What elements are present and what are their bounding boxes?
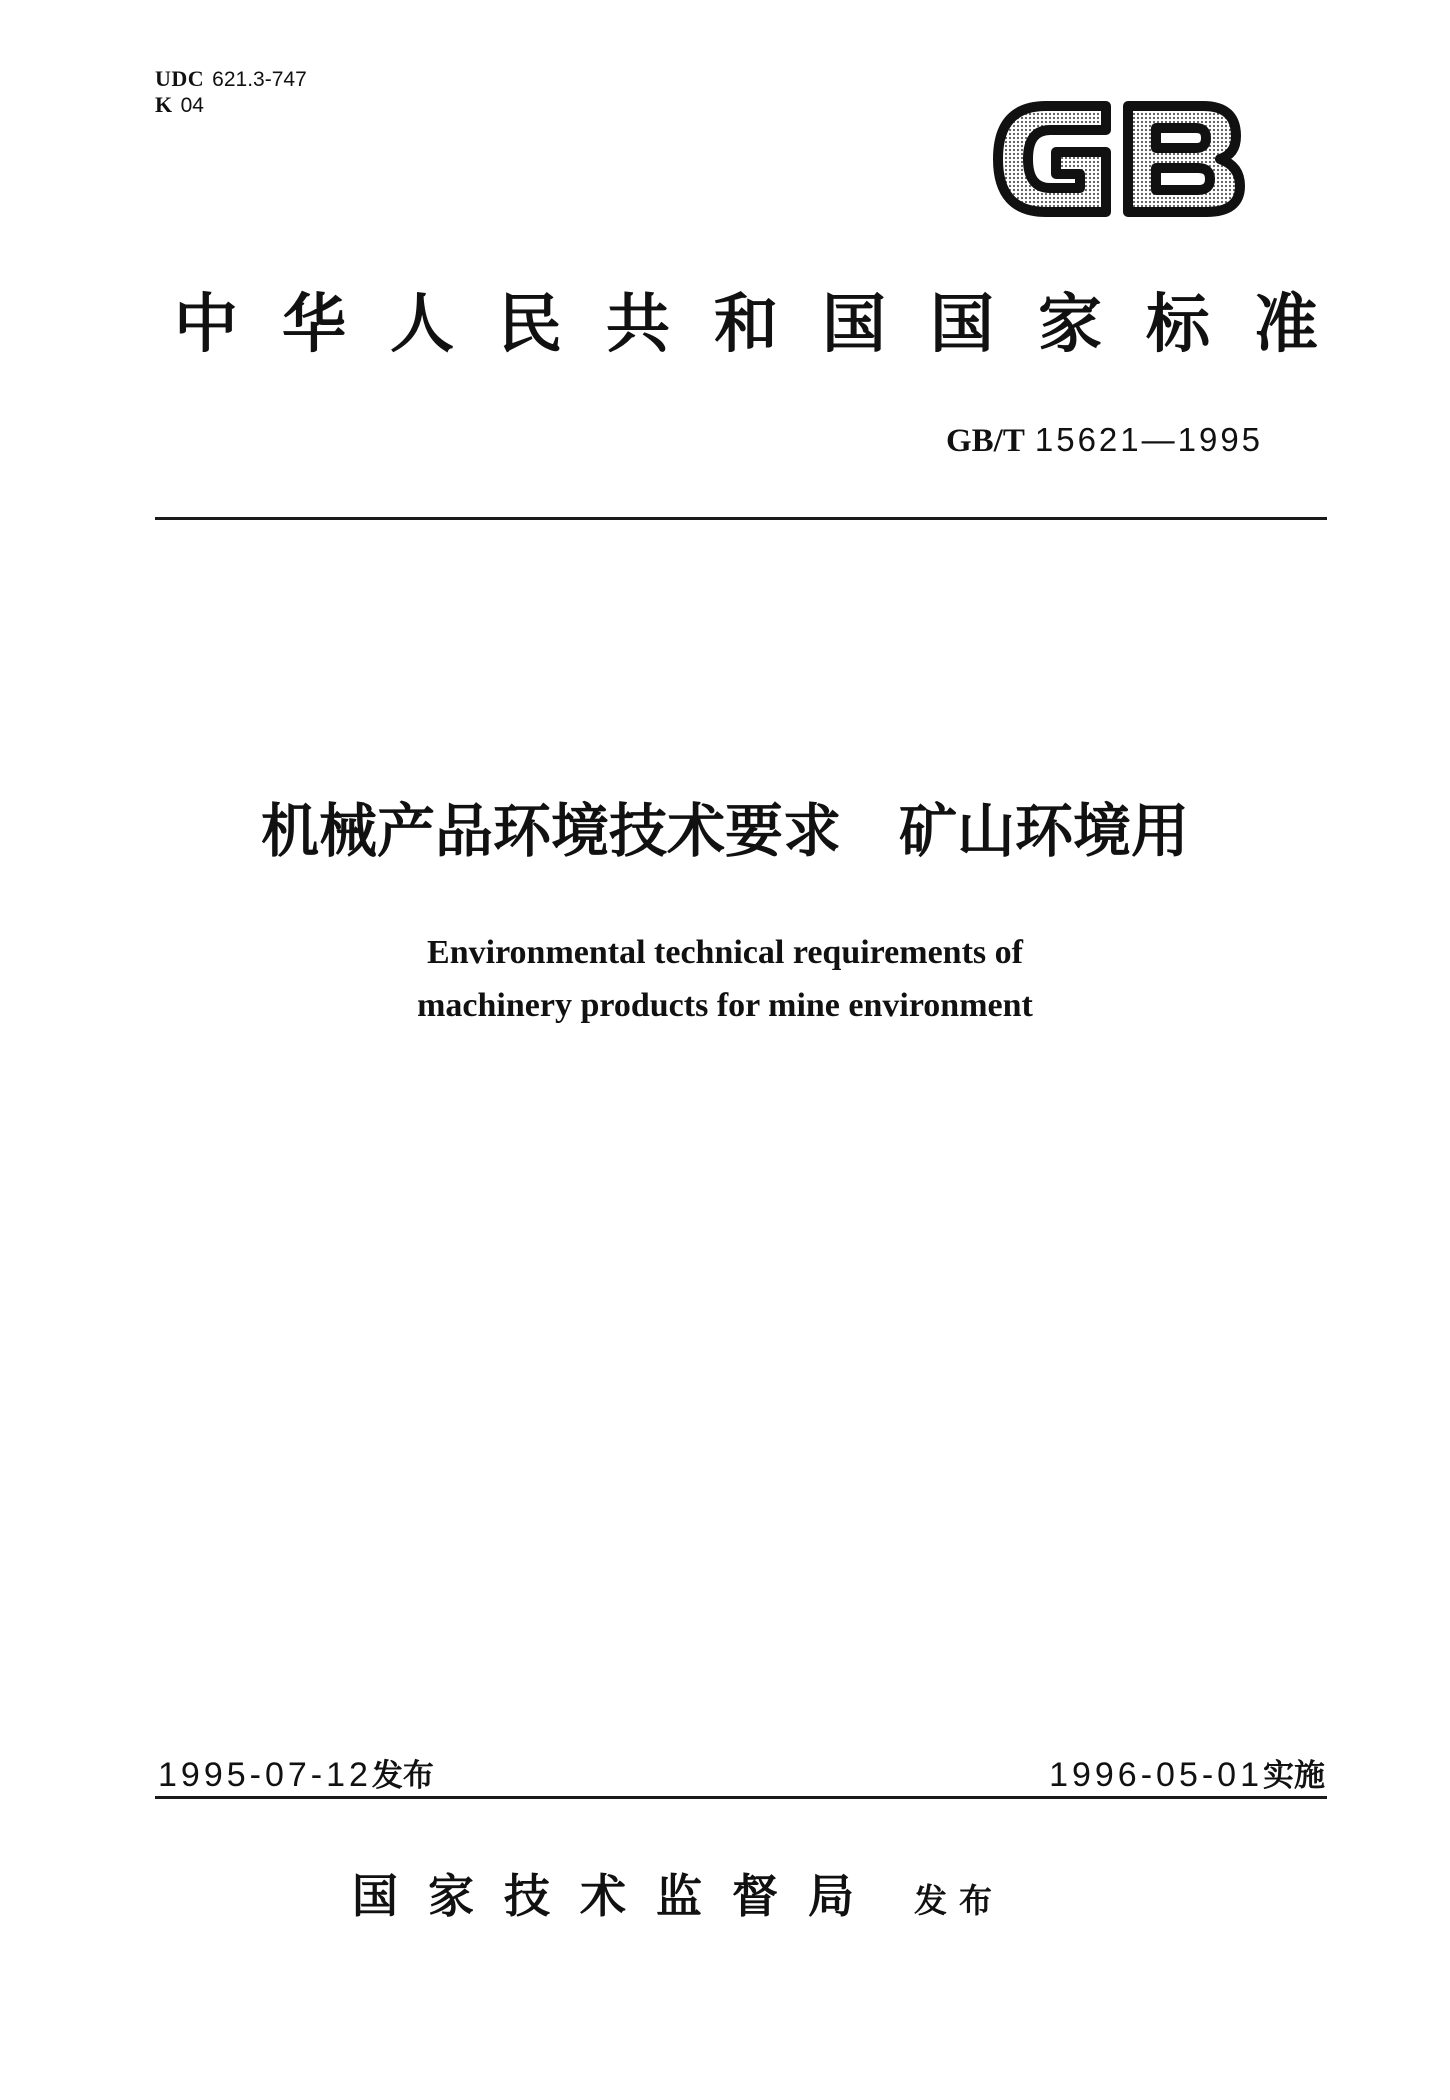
standard-prefix: GB/T bbox=[946, 423, 1025, 459]
k-value: 04 bbox=[180, 94, 204, 117]
document-title-en bbox=[0, 926, 1450, 1032]
gb-logo-letter-b bbox=[1128, 106, 1240, 212]
issue-label: 发布 bbox=[371, 1758, 434, 1794]
k-label: K bbox=[155, 92, 173, 117]
heading-char: 中 bbox=[174, 287, 238, 362]
classification-block bbox=[155, 66, 307, 118]
issue-date: 1995-07-12 bbox=[158, 1756, 372, 1794]
title-en-line-1: Environmental technical requirements of bbox=[427, 934, 1023, 971]
gb-logo-letter-g bbox=[998, 106, 1106, 212]
footer-divider bbox=[155, 1796, 1327, 1799]
k-line bbox=[155, 92, 307, 118]
udc-value: 621.3-747 bbox=[212, 68, 307, 91]
heading-char: 民 bbox=[498, 287, 562, 362]
heading-char: 和 bbox=[714, 287, 778, 362]
effective-date: 1996-05-01 bbox=[1049, 1756, 1263, 1794]
udc-line bbox=[155, 66, 307, 92]
heading-char: 人 bbox=[390, 287, 454, 362]
document-title-zh: 机械产品环境技术要求 矿山环境用 bbox=[260, 797, 1189, 865]
heading-char: 国 bbox=[930, 287, 994, 362]
effective-date-block bbox=[1049, 1750, 1325, 1795]
header-divider bbox=[155, 517, 1327, 520]
heading-char: 共 bbox=[606, 287, 670, 362]
heading-char: 准 bbox=[1254, 287, 1318, 362]
heading-char: 国 bbox=[822, 287, 886, 362]
udc-label: UDC bbox=[155, 66, 205, 91]
gb-logo-icon bbox=[988, 88, 1248, 230]
issue-date-block bbox=[158, 1750, 434, 1795]
issuer-name: 国家技术监督局 bbox=[352, 1869, 884, 1923]
national-standard-heading bbox=[152, 285, 1342, 365]
issuer-action: 发布 bbox=[914, 1881, 1004, 1920]
standard-code: 15621—1995 bbox=[1034, 421, 1264, 458]
title-en-line-2: machinery products for mine environment bbox=[417, 987, 1033, 1024]
heading-char: 家 bbox=[1038, 287, 1102, 362]
issuer-block bbox=[352, 1860, 1004, 1926]
heading-char: 标 bbox=[1146, 287, 1210, 362]
effective-label: 实施 bbox=[1263, 1758, 1325, 1794]
heading-char: 华 bbox=[282, 287, 346, 362]
standard-number bbox=[946, 421, 1263, 460]
